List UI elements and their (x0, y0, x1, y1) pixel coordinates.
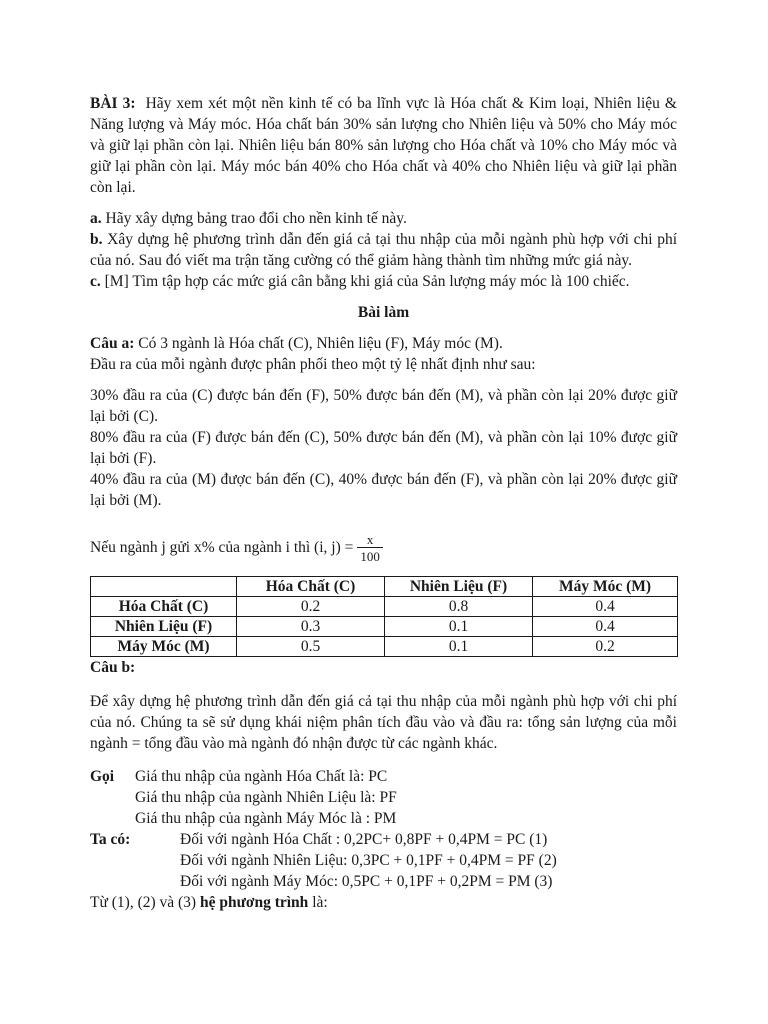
table-header-row (91, 577, 678, 597)
table-header-cell (91, 577, 237, 597)
table-cell: 0.1 (385, 617, 533, 637)
variable-line: Giá thu nhập của ngành Máy Móc là : PM (135, 810, 397, 827)
question-c-text: [M] Tìm tập hợp các mức giá cân bằng khi giá của Sản lượng máy móc là 100 chiếc. (104, 273, 630, 290)
equation-line: Đối với ngành Máy Móc: 0,5PC + 0,1PF + 0,2PM = PM (3) (180, 873, 553, 890)
distribution-line-m: 40% đầu ra của (M) được bán đến (C), 40% được bán đến (F), và phần còn lại 20% được giữ lại bởi (M). (90, 471, 677, 509)
table-cell: 0.2 (237, 597, 385, 617)
formula-line (90, 533, 677, 564)
equation-line: Đối với ngành Hóa Chất : 0,2PC+ 0,8PF + 0,4PM = PC (1) (180, 831, 548, 848)
table-row (91, 597, 678, 617)
variables-label: Gọi (90, 768, 115, 785)
variables-list (135, 766, 397, 829)
exchange-table (90, 576, 678, 657)
problem-text: Hãy xem xét một nền kinh tế có ba lĩnh vực là Hóa chất & Kim loại, Nhiên liệu & Năng lượng và Máy móc. Hóa chất bán 30% sản lượng cho Nhiên liệu và 50% cho Máy móc và giữ lại phần còn lại. Nhiên liệu bán 80% sản lượng cho Hóa chất và 10% cho Máy móc và giữ lại phần còn lại. Máy móc bán 40% cho Hóa chất và 40% cho Nhiên liệu và giữ lại phần còn lại. (90, 95, 677, 196)
fraction-denominator: 100 (357, 547, 383, 564)
table-header-cell: Nhiên Liệu (F) (385, 577, 533, 597)
part-a-label: Câu a: (90, 335, 135, 352)
distribution-line-f: 80% đầu ra của (F) được bán đến (C), 50% được bán đến (M), và phần còn lại 10% được giữ lại bởi (F). (90, 429, 677, 467)
document-content (90, 93, 677, 913)
row-label: Máy Móc (M) (91, 637, 237, 657)
distribution-line-c: 30% đầu ra của (C) được bán đến (F), 50% được bán đến (M), và phần còn lại 20% được giữ lại bởi (C). (90, 387, 677, 425)
problem-label: BÀI 3: (90, 95, 136, 112)
row-label: Nhiên Liệu (F) (91, 617, 237, 637)
question-b (90, 229, 677, 271)
question-a-label: a. (90, 210, 102, 227)
question-c (90, 271, 677, 292)
question-a (90, 208, 677, 229)
solution-title: Bài làm (357, 304, 410, 321)
table-cell: 0.3 (237, 617, 385, 637)
part-a-intro: Câu a: Có 3 ngành là Hóa chất (C), Nhiên liệu (F), Máy móc (M). (90, 335, 503, 352)
equations-list (180, 829, 557, 892)
problem-statement (90, 93, 677, 198)
table-header-cell: Hóa Chất (C) (237, 577, 385, 597)
formula-fraction (357, 533, 383, 564)
equations-block (90, 829, 677, 892)
row-label: Hóa Chất (C) (91, 597, 237, 617)
question-b-label: b. (90, 231, 103, 248)
part-a-distribution-intro: Đầu ra của mỗi ngành được phân phối theo một tỷ lệ nhất định như sau: (90, 356, 536, 373)
table-cell: 0.8 (385, 597, 533, 617)
question-b-text: Xây dựng hệ phương trình dẫn đến giá cả tại thu nhập của mỗi ngành phù hợp với chi phí của nó. Sau đó viết ma trận tăng cường có thể giảm hàng thành tìm những mức giá này. (90, 231, 678, 269)
system-intro: Từ (1), (2) và (3) hệ phương trình là: (90, 894, 328, 911)
table-cell: 0.2 (533, 637, 678, 657)
table-cell: 0.5 (237, 637, 385, 657)
fraction-numerator: x (366, 532, 374, 547)
part-b-label: Câu b: (90, 659, 136, 676)
question-a-text: Hãy xây dựng bảng trao đổi cho nền kinh tế này. (105, 210, 407, 227)
table-cell: 0.4 (533, 617, 678, 637)
table-header-cell: Máy Móc (M) (533, 577, 678, 597)
equations-label: Ta có: (90, 831, 131, 848)
variables-block (90, 766, 677, 829)
table-row (91, 637, 678, 657)
part-b-paragraph: Để xây dựng hệ phương trình dẫn đến giá cả tại thu nhập của mỗi ngành phù hợp với chi phí của nó. Chúng ta sẽ sử dụng khái niệm phân tích đầu vào và đầu ra: tổng sản lượng của mỗi ngành = tổng đầu vào mà ngành đó nhận được từ các ngành khác. (90, 693, 677, 752)
equation-line: Đối với ngành Nhiên Liệu: 0,3PC + 0,1PF + 0,4PM = PF (2) (180, 852, 557, 869)
variable-line: Giá thu nhập của ngành Hóa Chất là: PC (135, 768, 388, 785)
formula-text: Nếu ngành j gửi x% của ngành i thì (i, j) = (90, 539, 354, 556)
table-row (91, 617, 678, 637)
question-c-label: c. (90, 273, 101, 290)
table-cell: 0.4 (533, 597, 678, 617)
table-cell: 0.1 (385, 637, 533, 657)
variable-line: Giá thu nhập của ngành Nhiên Liệu là: PF (135, 789, 397, 806)
